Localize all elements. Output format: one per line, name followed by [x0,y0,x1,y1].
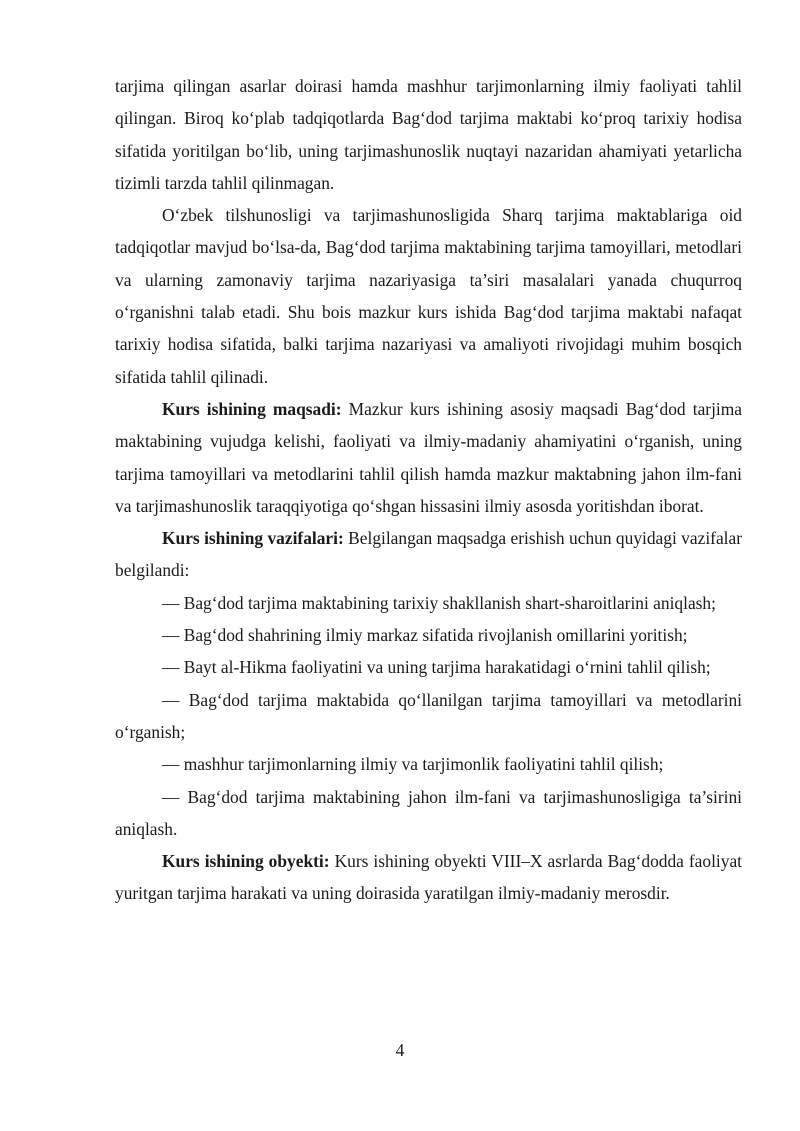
task-item: — Bayt al-Hikma faoliyatini va uning tarjima harakatidagi o‘rnini tahlil qilish; [162,657,711,678]
task-item: — Bag‘dod shahrining ilmiy markaz sifatida rivojlanish omillarini yoritish; [162,625,688,646]
task-item: — mashhur tarjimonlarning ilmiy va tarjimonlik faoliyatini tahlil qilish; [162,754,664,775]
task-item: — Bag‘dod tarjima maktabida qo‘llanilgan tarjima tamoyillari va metodlarini o‘rganish; [115,689,742,742]
page-number: 4 [395,1040,405,1060]
goal-text: Mazkur kurs ishining asosiy maqsadi Bag‘dod tarjima maktabining vujudga kelishi, faoliyati va ilmiy-madaniy ahamiyatini o‘rganish, uning tarjima tamoyillari va metodlarini tahlil qilish hamda mazkur maktabning jahon ilm-fani va tarjimashunoslik taraqqiyotiga qo‘shgan hissasini ilmiy asosda yoritishdan iborat. [115,398,742,516]
paragraph-goal [115,393,742,522]
object-text: Kurs ishining obyekti VIII–X asrlarda Bag‘dodda faoliyat yuritgan tarjima harakati va uning doirasida yaratilgan ilmiy-madaniy merosdir. [115,851,742,904]
document-page [115,70,742,910]
tasks-heading: Kurs ishining vazifalari: [162,528,344,549]
goal-heading: Kurs ishining maqsadi: [162,398,342,419]
paragraph-uzbek-studies: O‘zbek tilshunosligi va tarjimashunosligida Sharq tarjima maktablariga oid tadqiqotlar mavjud bo‘lsa-da, Bag‘dod tarjima maktabining tarjima tamoyillari, metodlari va ularning zamonaviy tarjima nazariyasiga ta’siri masalalari yanada chuqurroq o‘rganishni talab etadi. Shu bois mazkur kurs ishida Bag‘dod tarjima maktabi nafaqat tarixiy hodisa sifatida, balki tarjima nazariyasi va amaliyoti rivojidagi muhim bosqich sifatida tahlil qilinadi. [115,205,742,387]
paragraph-object [115,845,742,910]
tasks-text: Belgilangan maqsadga erishish uchun quyidagi vazifalar belgilandi: [115,528,742,581]
task-item: — Bag‘dod tarjima maktabining tarixiy shakllanish shart-sharoitlarini aniqlash; [162,592,716,613]
object-heading: Kurs ishining obyekti: [162,851,330,872]
paragraph-intro-continuation: tarjima qilingan asarlar doirasi hamda mashhur tarjimonlarning ilmiy faoliyati tahlil qilingan. Biroq ko‘plab tadqiqotlarda Bag‘dod tarjima maktabi ko‘proq tarixiy hodisa sifatida yoritilgan bo‘lib, uning tarjimashunoslik nuqtayi nazaridan ahamiyati yetarlicha tizimli tarzda tahlil qilinmagan. [115,76,742,193]
paragraph-tasks [115,522,742,587]
task-item: — Bag‘dod tarjima maktabining jahon ilm-fani va tarjimashunosligiga ta’sirini aniqlash. [115,786,742,839]
